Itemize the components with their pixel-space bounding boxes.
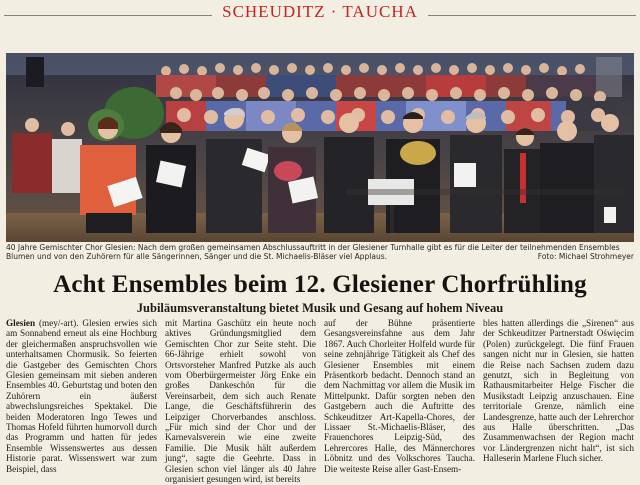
photo-credit: Foto: Michael Strohmeyer bbox=[537, 252, 634, 261]
article-column-1 bbox=[6, 318, 157, 485]
article-column-2 bbox=[165, 318, 316, 485]
photo-caption bbox=[6, 243, 634, 261]
column-1-text: (mey/-art). Glesien erwies sich am Sonnabend erneut als eine Hochburg der gleichermaßen anspruchsvollen wie unterhaltsamen Chormusik. So feierten die Gastgeber des Gemischten Chors Glesien gemeinsam mit sieben anderen Ensembles 40. Geburtstag und boten den Zuhörern ein äußerst abwechslungsreiches Spektakel. Die beiden Moderatoren Ingo Tewes und Thomas Hofeld führten humorvoll durch das Programm und hatten für jedes Ensemble Wissenswertes aus dessen Historie parat. Wissenswert war zum Beispiel, dass bbox=[6, 318, 157, 474]
choir-photo bbox=[6, 53, 634, 242]
article-headline: Acht Ensembles beim 12. Glesiener Chorfrühling bbox=[53, 271, 587, 298]
section-title-text: SCHEUDITZ · TAUCHA bbox=[212, 2, 428, 21]
article-subheadline: Jubiläumsveranstaltung bietet Musik und Gesang auf hohem Niveau bbox=[136, 301, 504, 315]
choir-photo-icon bbox=[6, 53, 634, 242]
section-title bbox=[0, 2, 640, 22]
article-body bbox=[6, 318, 634, 485]
article-column-4 bbox=[483, 318, 634, 485]
article-column-3 bbox=[324, 318, 475, 485]
column-3-text: auf der Bühne präsentierte Gesangsvereinsfahne aus dem Jahr 1867. Auch Chorleiter Holfeld wurde für seine zehnjährige Tätigkeit als Chef des Glesiener Ensembles mit einem Präsentkorb bedacht. Dennoch stand an dem Nachmittag vor allem die Musik im Mittelpunkt. Dafür sorgten neben den Gastgebern auch die Auftritte des Schkeuditzer Art-Kapella-Chores, der Lissaer St.-Michaelis-Bläser, des Frauenchores Leipzig-Süd, des Lehrercores Halle, des Männerchores Löbnitz und des Volkschores Taucha. Die weiteste Reise aller Gast-Ensem- bbox=[324, 318, 475, 474]
caption-text: 40 Jahre Gemischter Chor Glesien: Nach dem großen gemeinsamen Abschlussauftritt in der Glesiener Turnhalle gibt es für die Leiter der teilnehmenden Ensembles Blumen und von den Zuhörern für alle Sängerinnen, Sänger und die St. Michaelis-Bläser viel Applaus. bbox=[6, 243, 620, 261]
column-2-text: mit Martina Gaschütz ein heute noch aktives Gründungsmitglied dem Gemischten Chor zur Seite steht. Die 66-Jährige erhielt sowohl von Ortsvorsteher Manfred Putzke als auch vom Oberbürgermeister Jörg Enke ein großes Dankeschön für die Vereinsarbeit, dem sich auch Renate Lange, die Geschäftsführerin des Leipziger Chorverbandes anschloss. „Für mich sind der Chor und der Karnevalsverein wie eine zweite Familie. Die Musik hält außerdem jung“, sagte die Geehrte. Dass in Glesien schon viel länger als 40 Jahre organisiert gesungen wird, ist bereits bbox=[165, 318, 316, 485]
dateline: Glesien bbox=[6, 318, 36, 328]
column-4-text: bles hatten allerdings die „Sirenen“ aus der Schkeuditzer Partnerstadt Oświęcim (Polen) zurückgelegt. Die fünf Frauen sangen nicht nur in Glesien, sie hatten die Reise nach Sachsen zudem dazu genutzt, sich in Begleitung von Rathausmitarbeiter Helge Fischer die Musikstadt Leipzig anzuschauen. Eine territoriale Grenze, nämlich eine Landesgrenze, hatte auch der Lehrerchor aus Halle überschritten. „Das Zusammenwachsen der Region macht vor Ländergrenzen nicht halt“, ist sich Halleserin Marlene Fluch sicher. bbox=[483, 318, 634, 464]
